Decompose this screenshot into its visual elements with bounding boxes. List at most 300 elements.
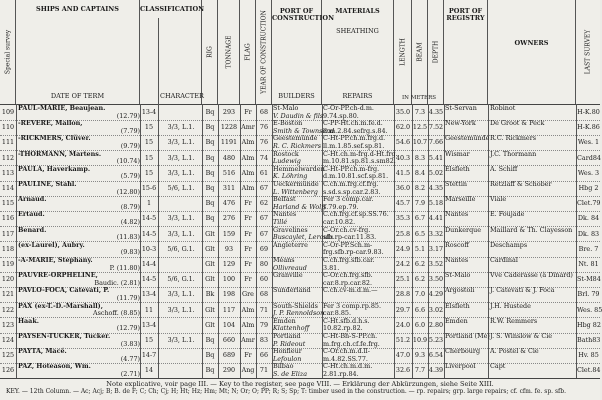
- cell-rig: [202, 318, 218, 334]
- cell-beam: [412, 181, 428, 197]
- cell-rig-text: Glt: [205, 305, 215, 314]
- cell-depth-text: 4.39: [428, 366, 444, 375]
- cell-port-text: Sunderland: [273, 286, 311, 295]
- cell-no-text: 126: [1, 366, 15, 375]
- cell-no: [0, 181, 16, 197]
- cell-mat: [323, 287, 394, 303]
- cell-ship-text: -A-MARIE, Stephany.: [18, 256, 93, 264]
- cell-cls: [140, 287, 158, 303]
- cell-year: [256, 242, 272, 258]
- cell-last: [577, 363, 600, 379]
- cell-beam: [412, 272, 428, 288]
- cell-date-text: (10.74): [116, 157, 140, 166]
- cell-rig: [202, 257, 218, 273]
- cell-rig-text: Bq: [205, 108, 215, 116]
- cell-flag-text: Fr: [244, 199, 252, 208]
- cell-mat-text: C-Or-PP.ch-d.m.: [323, 104, 374, 112]
- cell-last-text: Clet.79: [577, 199, 601, 208]
- cell-ton-text: 159: [222, 229, 236, 238]
- cell-char: [160, 257, 202, 273]
- cell-rig: [202, 227, 218, 243]
- cell-mat: [323, 135, 394, 151]
- last-survey-label: LAST SURVEY: [584, 29, 592, 75]
- cell-char-text: 3/3, L.1.: [167, 168, 195, 177]
- cell-reg-text: Emden: [445, 316, 468, 325]
- cell-port-text: E-Boston: [273, 119, 303, 128]
- cell-char: [160, 287, 202, 303]
- cell-last: [577, 303, 600, 319]
- cell-ton-text: 660: [222, 336, 236, 344]
- cell-builder-text: Harland & Wolff: [273, 202, 326, 211]
- cell-reg-text: Nantes: [445, 210, 469, 219]
- cell-rig: [202, 120, 218, 136]
- cell-cls: [140, 105, 158, 121]
- cell-no: [0, 272, 16, 288]
- cell-year: [256, 303, 272, 319]
- cell-depth: [428, 333, 444, 349]
- cell-owner: [490, 211, 576, 227]
- cell-no-text: 110: [1, 123, 15, 132]
- cell-port-text: Nantes: [273, 210, 297, 219]
- cell-depth-text: 5.02: [428, 168, 444, 177]
- cell-flag: [240, 181, 256, 197]
- cell-year: [256, 257, 272, 273]
- cell-len: [394, 227, 412, 243]
- header-materials: [322, 0, 394, 104]
- cell-mat2-text: 10.82.rp.82.: [323, 324, 363, 333]
- cell-char: [160, 166, 202, 182]
- cell-beam-text: 12.5: [412, 123, 428, 132]
- cell-beam-text: 6.7: [414, 214, 426, 223]
- cell-cls: [140, 333, 158, 349]
- cell-beam-text: 7.7: [414, 366, 426, 375]
- cell-last: [577, 120, 600, 136]
- cell-no: [0, 120, 16, 136]
- cell-builder-text: Tillé: [273, 217, 288, 226]
- cell-flag: [240, 257, 256, 273]
- cell-len-text: 25.8: [395, 229, 411, 238]
- cell-ship-text: Haak.: [18, 316, 39, 325]
- cell-last-text: Clet.84: [577, 366, 601, 375]
- cell-date-text: (9.79): [120, 141, 140, 150]
- cell-flag-text: Fr: [244, 214, 252, 223]
- cell-len-text: 47.0: [395, 351, 411, 360]
- cell-no-text: 115: [1, 199, 15, 208]
- cell-last-text: Hbg 82: [577, 320, 601, 329]
- cell-ton-text: 516: [222, 168, 236, 177]
- cell-depth: [428, 272, 444, 288]
- cell-rig-text: Bq: [205, 168, 215, 177]
- year-label: YEAR OF CONSTRUCTION: [260, 10, 267, 94]
- cell-owner-text: Vve Caderasse (à Dinard): [490, 271, 573, 280]
- cell-reg-text: Elsfleth: [445, 301, 470, 310]
- cell-no: [0, 303, 16, 319]
- cell-beam: [412, 135, 428, 151]
- cell-last: [577, 272, 600, 288]
- cell-year-text: 66: [259, 351, 269, 360]
- header-length: [394, 0, 412, 104]
- cell-len: [394, 211, 412, 227]
- cell-char: [160, 151, 202, 167]
- ships-captains-label: SHIPS AND CAPTAINS: [36, 5, 119, 13]
- cell-rig-text: Glt: [205, 275, 215, 284]
- cell-ship: [18, 211, 140, 227]
- port-registry-label: PORT OF REGISTRY: [446, 7, 485, 22]
- cell-rig: [202, 135, 218, 151]
- cell-flag: [240, 303, 256, 319]
- cell-char: [160, 196, 202, 212]
- cell-rig-text: Bq: [205, 199, 215, 208]
- cell-ship-text: -THORMANN, Martens.: [18, 149, 102, 158]
- cell-len: [394, 363, 412, 379]
- cell-rig-text: Glt: [205, 244, 215, 253]
- cell-last-text: Brl. 79: [577, 290, 600, 299]
- cell-last: [577, 151, 600, 167]
- length-label: LENGTH: [399, 38, 406, 66]
- cell-date-text: (12.79): [116, 324, 140, 333]
- cell-year-text: 76: [259, 123, 269, 132]
- cell-year: [256, 318, 272, 334]
- cell-ship-text: PAVLO-FOCA, Catevati, P.: [18, 286, 110, 295]
- classification-label: CLASSIFICATION: [140, 5, 205, 13]
- header-beam: [412, 0, 428, 104]
- builders-label: BUILDERS: [278, 92, 315, 100]
- cell-mat2-text: m.4.82.SS.77.: [323, 354, 368, 363]
- cell-reg-text: Liverpool: [445, 362, 476, 371]
- header-port-registry: [444, 0, 488, 104]
- cell-reg-text: St-Malo: [445, 271, 471, 280]
- cell-last: [577, 333, 600, 349]
- cell-port-text: South-Shields: [273, 301, 318, 310]
- cell-char: [160, 242, 202, 258]
- cell-char: [160, 333, 202, 349]
- cell-flag: [240, 287, 256, 303]
- cell-ton-text: 293: [222, 108, 236, 116]
- cell-rig: [202, 287, 218, 303]
- cell-mat-text: C.ch.frg.sfb.car.: [323, 256, 375, 264]
- cell-depth: [428, 318, 444, 334]
- port-construction-label: PORT OF CONSTRUCTION: [272, 7, 335, 22]
- cell-ship-text: PAZ, Hoteason, Wm.: [18, 362, 91, 371]
- cell-ton: [218, 348, 240, 364]
- cell-beam-text: 8.2: [414, 184, 426, 192]
- cell-flag: [240, 166, 256, 182]
- cell-no-text: 125: [1, 351, 15, 360]
- cell-cls-text: 14: [144, 366, 154, 375]
- cell-ship-text: PAYSEN-TUCKER, Tucker.: [18, 332, 111, 340]
- cell-reg: [445, 287, 488, 303]
- cell-mat: [323, 363, 394, 379]
- cell-no: [0, 363, 16, 379]
- cell-len: [394, 151, 412, 167]
- cell-cls: [140, 363, 158, 379]
- cell-date-text: Aschoff. (8.85): [92, 309, 140, 318]
- header-flag: [240, 0, 256, 104]
- special-survey-label: Special survey: [4, 29, 11, 75]
- cell-flag: [240, 318, 256, 334]
- cell-len: [394, 287, 412, 303]
- cell-last: [577, 242, 600, 258]
- cell-reg-text: New-York: [445, 119, 476, 128]
- cell-rig-text: Bq: [205, 138, 215, 147]
- cell-flag-text: Ang: [241, 366, 255, 375]
- cell-date-text: (11.83): [116, 233, 140, 242]
- cell-reg-text: Portland (Me): [445, 332, 490, 340]
- cell-port: [273, 287, 322, 303]
- cell-rig-text: Bq: [205, 336, 215, 344]
- cell-builder-text: Ollivreaud: [273, 263, 307, 272]
- cell-rig-text: Bq: [205, 351, 215, 360]
- cell-len: [394, 196, 412, 212]
- cell-no: [0, 333, 16, 349]
- cell-ship-text: PAUVRE-ORPHELINE,: [18, 271, 98, 280]
- cell-len-text: 24.2: [395, 260, 411, 268]
- cell-port-text: Méans: [273, 256, 295, 264]
- cell-depth-text: 5.23: [428, 336, 444, 344]
- cell-owner-text: R.W. Remmers: [490, 316, 538, 325]
- cell-depth-text: 3.52: [428, 260, 444, 268]
- beam-label: BEAM: [416, 42, 423, 62]
- cell-year-text: 76: [259, 138, 269, 147]
- flag-label: FLAG: [244, 43, 251, 61]
- cell-reg: [445, 363, 488, 379]
- cell-no: [0, 135, 16, 151]
- cell-flag: [240, 105, 256, 121]
- cell-beam: [412, 196, 428, 212]
- footer-rule: [0, 378, 600, 379]
- cell-len-text: 32.6: [395, 366, 411, 375]
- header-special-survey: [0, 0, 16, 104]
- cell-char: [160, 120, 202, 136]
- cell-no: [0, 105, 16, 121]
- cell-no: [0, 318, 16, 334]
- header-owners: [488, 0, 576, 104]
- cell-depth: [428, 303, 444, 319]
- cell-reg-text: Wismar: [445, 149, 470, 158]
- cell-port: [273, 135, 322, 151]
- cell-no-text: 123: [1, 320, 15, 329]
- cell-ton-text: 290: [222, 366, 236, 375]
- cell-len-text: 35.3: [395, 214, 411, 223]
- cell-owner-text: J.H. Hustede: [490, 301, 531, 310]
- cell-flag: [240, 120, 256, 136]
- cell-ship-text: -REVERE, Mallon,: [18, 119, 83, 128]
- cell-date-text: (5.79): [120, 172, 140, 181]
- cell-ship-text: -RICKMERS, Clüver.: [18, 134, 91, 143]
- cell-no-text: 121: [1, 290, 15, 299]
- cell-char: [160, 227, 202, 243]
- cell-flag-text: Fr: [244, 229, 252, 238]
- cell-port: [273, 363, 322, 379]
- cell-beam: [412, 227, 428, 243]
- cell-beam-text: 7.0: [414, 290, 426, 299]
- cell-year-text: 67: [259, 184, 269, 192]
- cell-len-text: 54.6: [395, 138, 411, 147]
- cell-depth: [428, 348, 444, 364]
- cell-char: [160, 318, 202, 334]
- cell-ton-text: 100: [222, 275, 236, 284]
- cell-mat2-text: 2.81.rp.84.: [323, 369, 359, 378]
- cell-year-text: 83: [259, 336, 269, 344]
- cell-ton: [218, 120, 240, 136]
- depth-label: DEPTH: [432, 40, 439, 64]
- cell-last: [577, 166, 600, 182]
- cell-port-text: Geestemünde: [273, 134, 318, 143]
- cell-mat-text: C-Or.ch.cv-frg.: [323, 225, 371, 234]
- cell-ton-text: 1191: [220, 138, 238, 147]
- cell-port-text: St-Malo: [273, 104, 299, 112]
- cell-cls: [140, 272, 158, 288]
- cell-beam: [412, 166, 428, 182]
- cell-beam: [412, 120, 428, 136]
- cell-owner-text: De Groot & Peck: [490, 119, 545, 128]
- cell-flag-text: Gre: [242, 290, 254, 299]
- cell-rig: [202, 333, 218, 349]
- cell-year-text: 69: [259, 244, 269, 253]
- cell-ton-text: 117: [222, 305, 236, 314]
- cell-owner-text: Maillard & Th. Clayesson: [490, 225, 573, 234]
- cell-year-text: 71: [259, 305, 269, 314]
- cell-cls-text: 1: [146, 199, 152, 208]
- cell-rig: [202, 151, 218, 167]
- cell-char: [160, 348, 202, 364]
- cell-flag: [240, 333, 256, 349]
- cell-no-text: 113: [1, 168, 15, 177]
- cell-beam: [412, 105, 428, 121]
- cell-ton: [218, 303, 240, 319]
- cell-flag-text: Fr: [244, 351, 252, 360]
- cell-ton: [218, 333, 240, 349]
- cell-mat-text: Fer 3 comp.rp.85.: [323, 301, 381, 310]
- cell-cls-text: 14-5: [141, 214, 157, 223]
- cell-len-text: 41.5: [395, 168, 411, 177]
- table-row: [0, 135, 600, 151]
- cell-last-text: Hv. 85: [578, 351, 599, 360]
- cell-len: [394, 272, 412, 288]
- cell-builder-text: R. C. Rickmers: [273, 141, 322, 150]
- cell-cls-text: 15: [144, 123, 154, 132]
- cell-last-text: Dk. 84: [577, 214, 600, 223]
- cell-last: [577, 135, 600, 151]
- cell-no-text: 122: [1, 305, 15, 314]
- cell-depth: [428, 151, 444, 167]
- cell-port-text: Portland: [273, 332, 301, 340]
- cell-mat-text: C.ch.m.frg.cf.frg.: [323, 180, 379, 188]
- cell-depth: [428, 105, 444, 121]
- cell-ship-text: PAX (ex-T.-D.-Marshall),: [18, 301, 103, 310]
- table-row: [0, 363, 600, 379]
- cell-len-text: 51.2: [395, 336, 411, 344]
- cell-year: [256, 181, 272, 197]
- cell-ton: [218, 211, 240, 227]
- cell-char-text: 3/3, L.1.: [167, 153, 195, 162]
- cell-flag-text: Alm: [241, 320, 255, 329]
- cell-reg-text: Cherbourg: [445, 347, 481, 356]
- table-row: [0, 181, 600, 197]
- cell-mat-text: C-Ht-PP.ch.m-frg.: [323, 164, 380, 173]
- cell-rig-text: Bq: [205, 366, 215, 375]
- cell-len-text: 35.0: [395, 108, 411, 116]
- cell-date-text: (12.80): [116, 187, 140, 196]
- cell-mat2-text: 9.74.sp.80.: [323, 111, 359, 120]
- cell-depth-text: 7.52: [428, 123, 444, 132]
- cell-mat-text: C-Or.ch.frg.sfb.: [323, 271, 373, 280]
- cell-last-text: H-K.80: [577, 108, 600, 116]
- cell-builder-text: Buscaylet, Leroulx: [273, 233, 334, 242]
- cell-beam-text: 5.1: [414, 244, 426, 253]
- cell-beam-text: 7.9: [414, 199, 426, 208]
- cell-mat2-text: ll.m.2.84.sefrg.s.84.: [323, 126, 388, 135]
- cell-beam-text: 6.5: [414, 229, 426, 238]
- cell-year: [256, 196, 272, 212]
- cell-rig: [202, 363, 218, 379]
- cell-beam-text: 10.7: [412, 138, 428, 147]
- cell-reg-text: Geestemünde: [445, 134, 490, 143]
- cell-last-text: Wes. 1: [577, 138, 600, 147]
- header-tonnage: [218, 0, 240, 104]
- cell-ship: [18, 363, 140, 379]
- cell-ship-text: Benard.: [18, 225, 47, 234]
- cell-no: [0, 166, 16, 182]
- cell-beam: [412, 151, 428, 167]
- cell-owner-text: J.C. Thormann: [490, 149, 537, 158]
- cell-no-text: 118: [1, 244, 15, 253]
- cell-rig-text: Bq: [205, 123, 215, 132]
- header-depth: [428, 0, 444, 104]
- cell-char: [160, 272, 202, 288]
- cell-flag-text: Alm: [241, 184, 255, 192]
- cell-no-text: 109: [1, 108, 15, 116]
- cell-date-text: (7.79): [120, 126, 140, 135]
- cell-char-text: 3/3, L.1.: [167, 290, 195, 299]
- cell-no-text: 111: [1, 138, 15, 147]
- cell-last: [577, 318, 600, 334]
- cell-port-text: Granville: [273, 271, 303, 280]
- cell-ton-text: 476: [222, 199, 236, 208]
- cell-depth-text: 3.32: [428, 229, 444, 238]
- cell-flag-text: Alm: [241, 138, 255, 147]
- cell-ton: [218, 166, 240, 182]
- cell-mat-text: C-Ht.ch.m-frg.d-Ht.frg.: [323, 149, 398, 158]
- cell-owner-text: J. Catevati & J. Foca: [490, 286, 555, 295]
- cell-date-text: (2.71): [120, 369, 140, 378]
- cell-year-text: 67: [259, 229, 269, 238]
- header-port-construction: [272, 0, 335, 104]
- cell-rig: [202, 105, 218, 121]
- cell-ship: [18, 287, 140, 303]
- rig-label: RIG: [206, 46, 213, 58]
- cell-reg-text: Argostoli: [445, 286, 475, 295]
- cell-depth: [428, 166, 444, 182]
- cell-port-text: Emden: [273, 316, 296, 325]
- cell-mat2-text: m.10.81.sp.81.s.sm82.: [323, 157, 396, 166]
- cell-year-text: 60: [259, 275, 269, 284]
- cell-last: [577, 227, 600, 243]
- cell-mat2-text: car.10.82.: [323, 217, 356, 226]
- cell-year-text: 62: [259, 199, 269, 208]
- cell-ship: [18, 135, 140, 151]
- cell-mat2-text: sfb.rp-car.11.83.: [323, 233, 377, 242]
- header-last-survey: [576, 0, 600, 104]
- cell-reg-text: Stettin: [445, 180, 468, 188]
- cell-owner-text: Robinot: [490, 104, 516, 112]
- cell-ship-text: PAULINE, Stahl.: [18, 180, 77, 188]
- in-meters-label: IN METERS: [402, 95, 436, 101]
- cell-ton: [218, 181, 240, 197]
- cell-ship-text: PAULA, Haverkamp.: [18, 164, 91, 173]
- cell-mat2-text: car.8.85.: [323, 309, 352, 318]
- cell-rig: [202, 181, 218, 197]
